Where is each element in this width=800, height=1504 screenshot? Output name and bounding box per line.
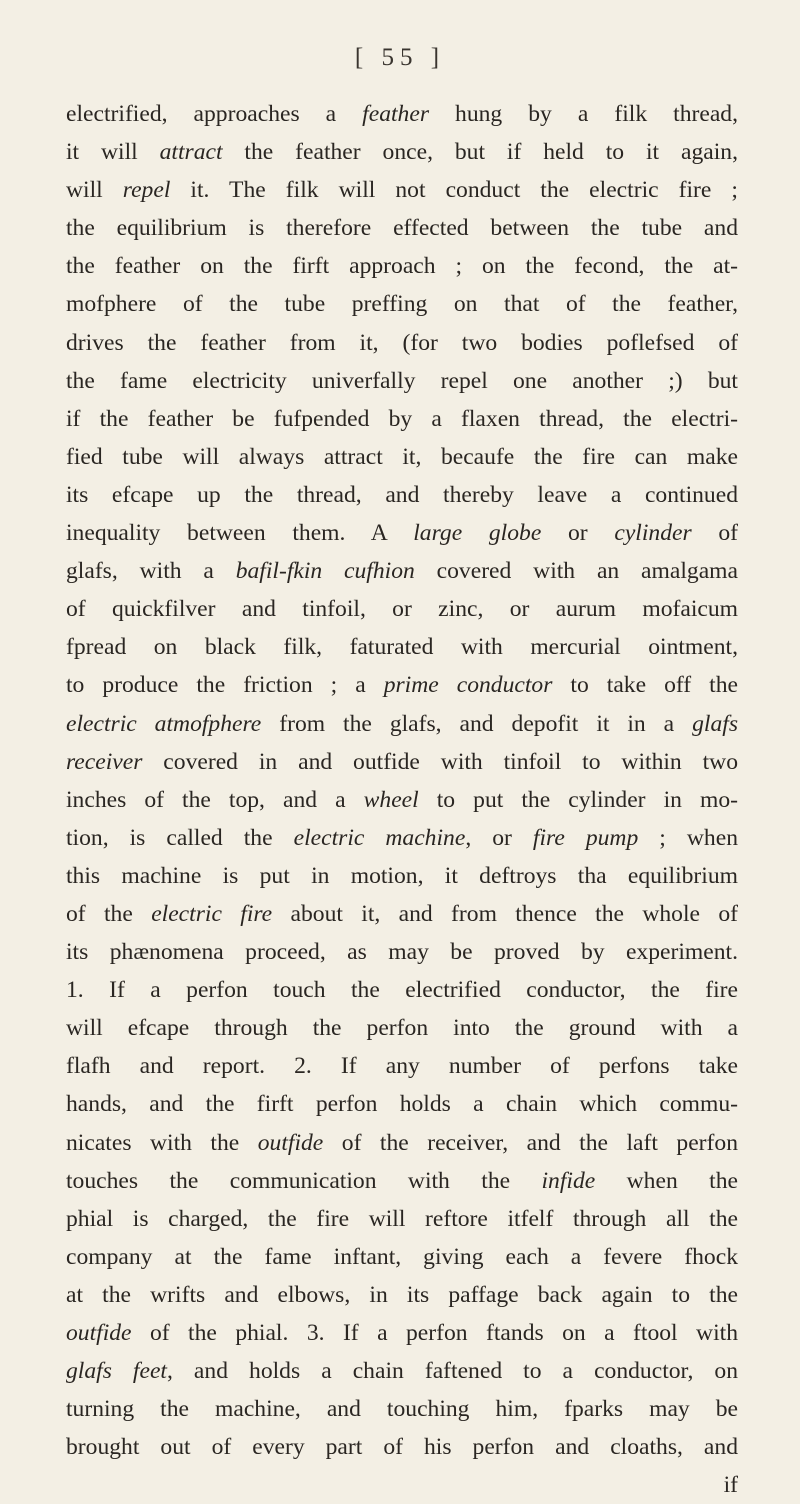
text-line (66, 1200, 738, 1238)
text-line (66, 628, 738, 666)
italic-term: feather (362, 101, 430, 127)
italic-term: outfide (66, 1320, 132, 1346)
text-line (66, 438, 738, 476)
text-run: covered in and outfide with tinfoil to within two (142, 748, 738, 775)
text-run: of the phial. 3. If a perfon ftands on a ftool with (131, 1320, 738, 1346)
text-line (66, 209, 738, 247)
page-number-header: [ 55 ] (354, 44, 446, 71)
italic-term: fire pump (532, 824, 639, 851)
text-run: turning the machine, and touching him, fparks may be (66, 1396, 738, 1423)
text-run: hands, and the firft perfon holds a chain which commu- (66, 1091, 738, 1118)
text-run: inches of the top, and a (66, 786, 364, 813)
text-run: will (66, 177, 123, 204)
text-run: of the receiver, and the laft perfon (323, 1129, 738, 1156)
italic-term: large globe (413, 520, 542, 547)
text-run: brought out of every part of his perfon and cloaths, and (66, 1434, 738, 1461)
text-line (66, 476, 738, 514)
text-line (66, 1238, 738, 1276)
text-run: from the glafs, and depofit it in a (261, 710, 693, 737)
italic-term: electric machine (293, 824, 466, 851)
text-run: covered with an amalgama (414, 558, 738, 585)
text-line (66, 1276, 738, 1314)
text-run: or (541, 520, 615, 547)
text-run: to put the cylinder in mo- (418, 786, 738, 813)
italic-term: receiver (66, 748, 143, 775)
text-line (66, 1428, 738, 1466)
text-line (66, 743, 738, 781)
text-run: the feather on the firft approach ; on the fecond, the at- (66, 253, 738, 280)
text-run: the feather once, but if held to it again, (222, 139, 738, 166)
text-run: , or (465, 824, 533, 851)
text-line (66, 666, 738, 704)
text-run: it. The filk will not conduct the electric fire ; (170, 177, 738, 204)
italic-term: electric fire (151, 900, 273, 927)
text-run: nicates with the (66, 1129, 258, 1156)
text-run: drives the feather from it, (for two bodies poflefsed of (66, 329, 738, 356)
text-line (66, 1162, 738, 1200)
catchword: if (723, 1472, 738, 1499)
text-run: electrified, approaches a (66, 101, 363, 127)
text-run: it will (66, 139, 160, 166)
text-line (66, 781, 738, 819)
text-line (66, 285, 738, 323)
text-line (66, 705, 738, 743)
italic-term: bafil-fkin cufhion (235, 558, 415, 585)
text-run: , and holds a chain faftened to a conductor, on (166, 1358, 738, 1385)
italic-term: wheel (363, 786, 419, 813)
text-run: of (691, 520, 739, 547)
text-run: inequality between them. A (66, 520, 414, 547)
text-line (66, 857, 738, 895)
text-run: will efcape through the perfon into the ground with a (66, 1015, 738, 1042)
text-line (66, 933, 738, 971)
italic-term: electric atmofphere (66, 710, 262, 737)
italic-term: attract (159, 139, 223, 166)
text-line (66, 362, 738, 400)
italic-term: glafs feet (66, 1358, 167, 1385)
text-run: fpread on black filk, faturated with mercurial ointment, (66, 634, 738, 661)
italic-term: infide (541, 1167, 596, 1194)
text-run: tion, is called the (66, 824, 294, 851)
text-run: the equilibrium is therefore effected between the tube and (66, 215, 738, 242)
text-line (66, 895, 738, 933)
text-line (66, 1047, 738, 1085)
text-line (66, 1390, 738, 1428)
text-run: at the wrifts and elbows, in its paffage back again to the (66, 1281, 738, 1308)
text-line (66, 400, 738, 438)
text-line (66, 95, 738, 133)
text-line (66, 324, 738, 362)
text-line (66, 247, 738, 285)
text-run: touches the communication with the (66, 1167, 542, 1194)
text-line (66, 1352, 738, 1390)
text-line (66, 133, 738, 171)
text-line (66, 1085, 738, 1123)
italic-term: repel (122, 177, 171, 204)
text-line (66, 1124, 738, 1162)
text-run: of quickfilver and tinfoil, or zinc, or aurum mofaicum (66, 596, 738, 623)
body-text (66, 95, 738, 1504)
text-line (66, 171, 738, 209)
text-run: its efcape up the thread, and thereby leave a continued (66, 481, 738, 508)
text-line (66, 1314, 738, 1352)
text-run: ; when (638, 824, 738, 851)
italic-term: prime conductor (383, 672, 553, 699)
text-run: 1. If a perfon touch the electrified conductor, the fire (66, 977, 738, 1004)
text-line (66, 590, 738, 628)
text-run: the fame electricity univerfally repel one another ;) but (66, 367, 738, 394)
text-run: company at the fame inftant, giving each a fevere fhock (66, 1243, 738, 1270)
text-run: mofphere of the tube preffing on that of the feather, (66, 291, 738, 318)
text-run: hung by a filk thread, (429, 101, 738, 127)
text-line (66, 552, 738, 590)
text-run: phial is charged, the fire will reftore itfelf through all the (66, 1205, 738, 1232)
text-line (66, 1009, 738, 1047)
text-run: its phænomena proceed, as may be proved by experiment. (66, 939, 738, 966)
text-run: fied tube will always attract it, becaufe the fire can make (66, 443, 738, 470)
text-line (66, 819, 738, 857)
text-line (66, 971, 738, 1009)
text-run: this machine is put in motion, it deftroys tha equilibrium (66, 862, 738, 889)
italic-term: glafs (692, 710, 738, 737)
text-line (66, 514, 738, 552)
italic-term: cylinder (614, 520, 692, 547)
italic-term: outfide (257, 1129, 324, 1156)
text-run: of the (66, 900, 152, 927)
text-run: to take off the (552, 672, 738, 699)
text-run: flafh and report. 2. If any number of perfons take (66, 1053, 738, 1080)
text-run: when the (595, 1167, 738, 1194)
text-run: if the feather be fufpended by a flaxen thread, the electri- (66, 405, 738, 432)
text-run: to produce the friction ; a (66, 672, 384, 699)
text-run: about it, and from thence the whole of (272, 900, 739, 927)
text-run: glafs, with a (66, 558, 236, 585)
